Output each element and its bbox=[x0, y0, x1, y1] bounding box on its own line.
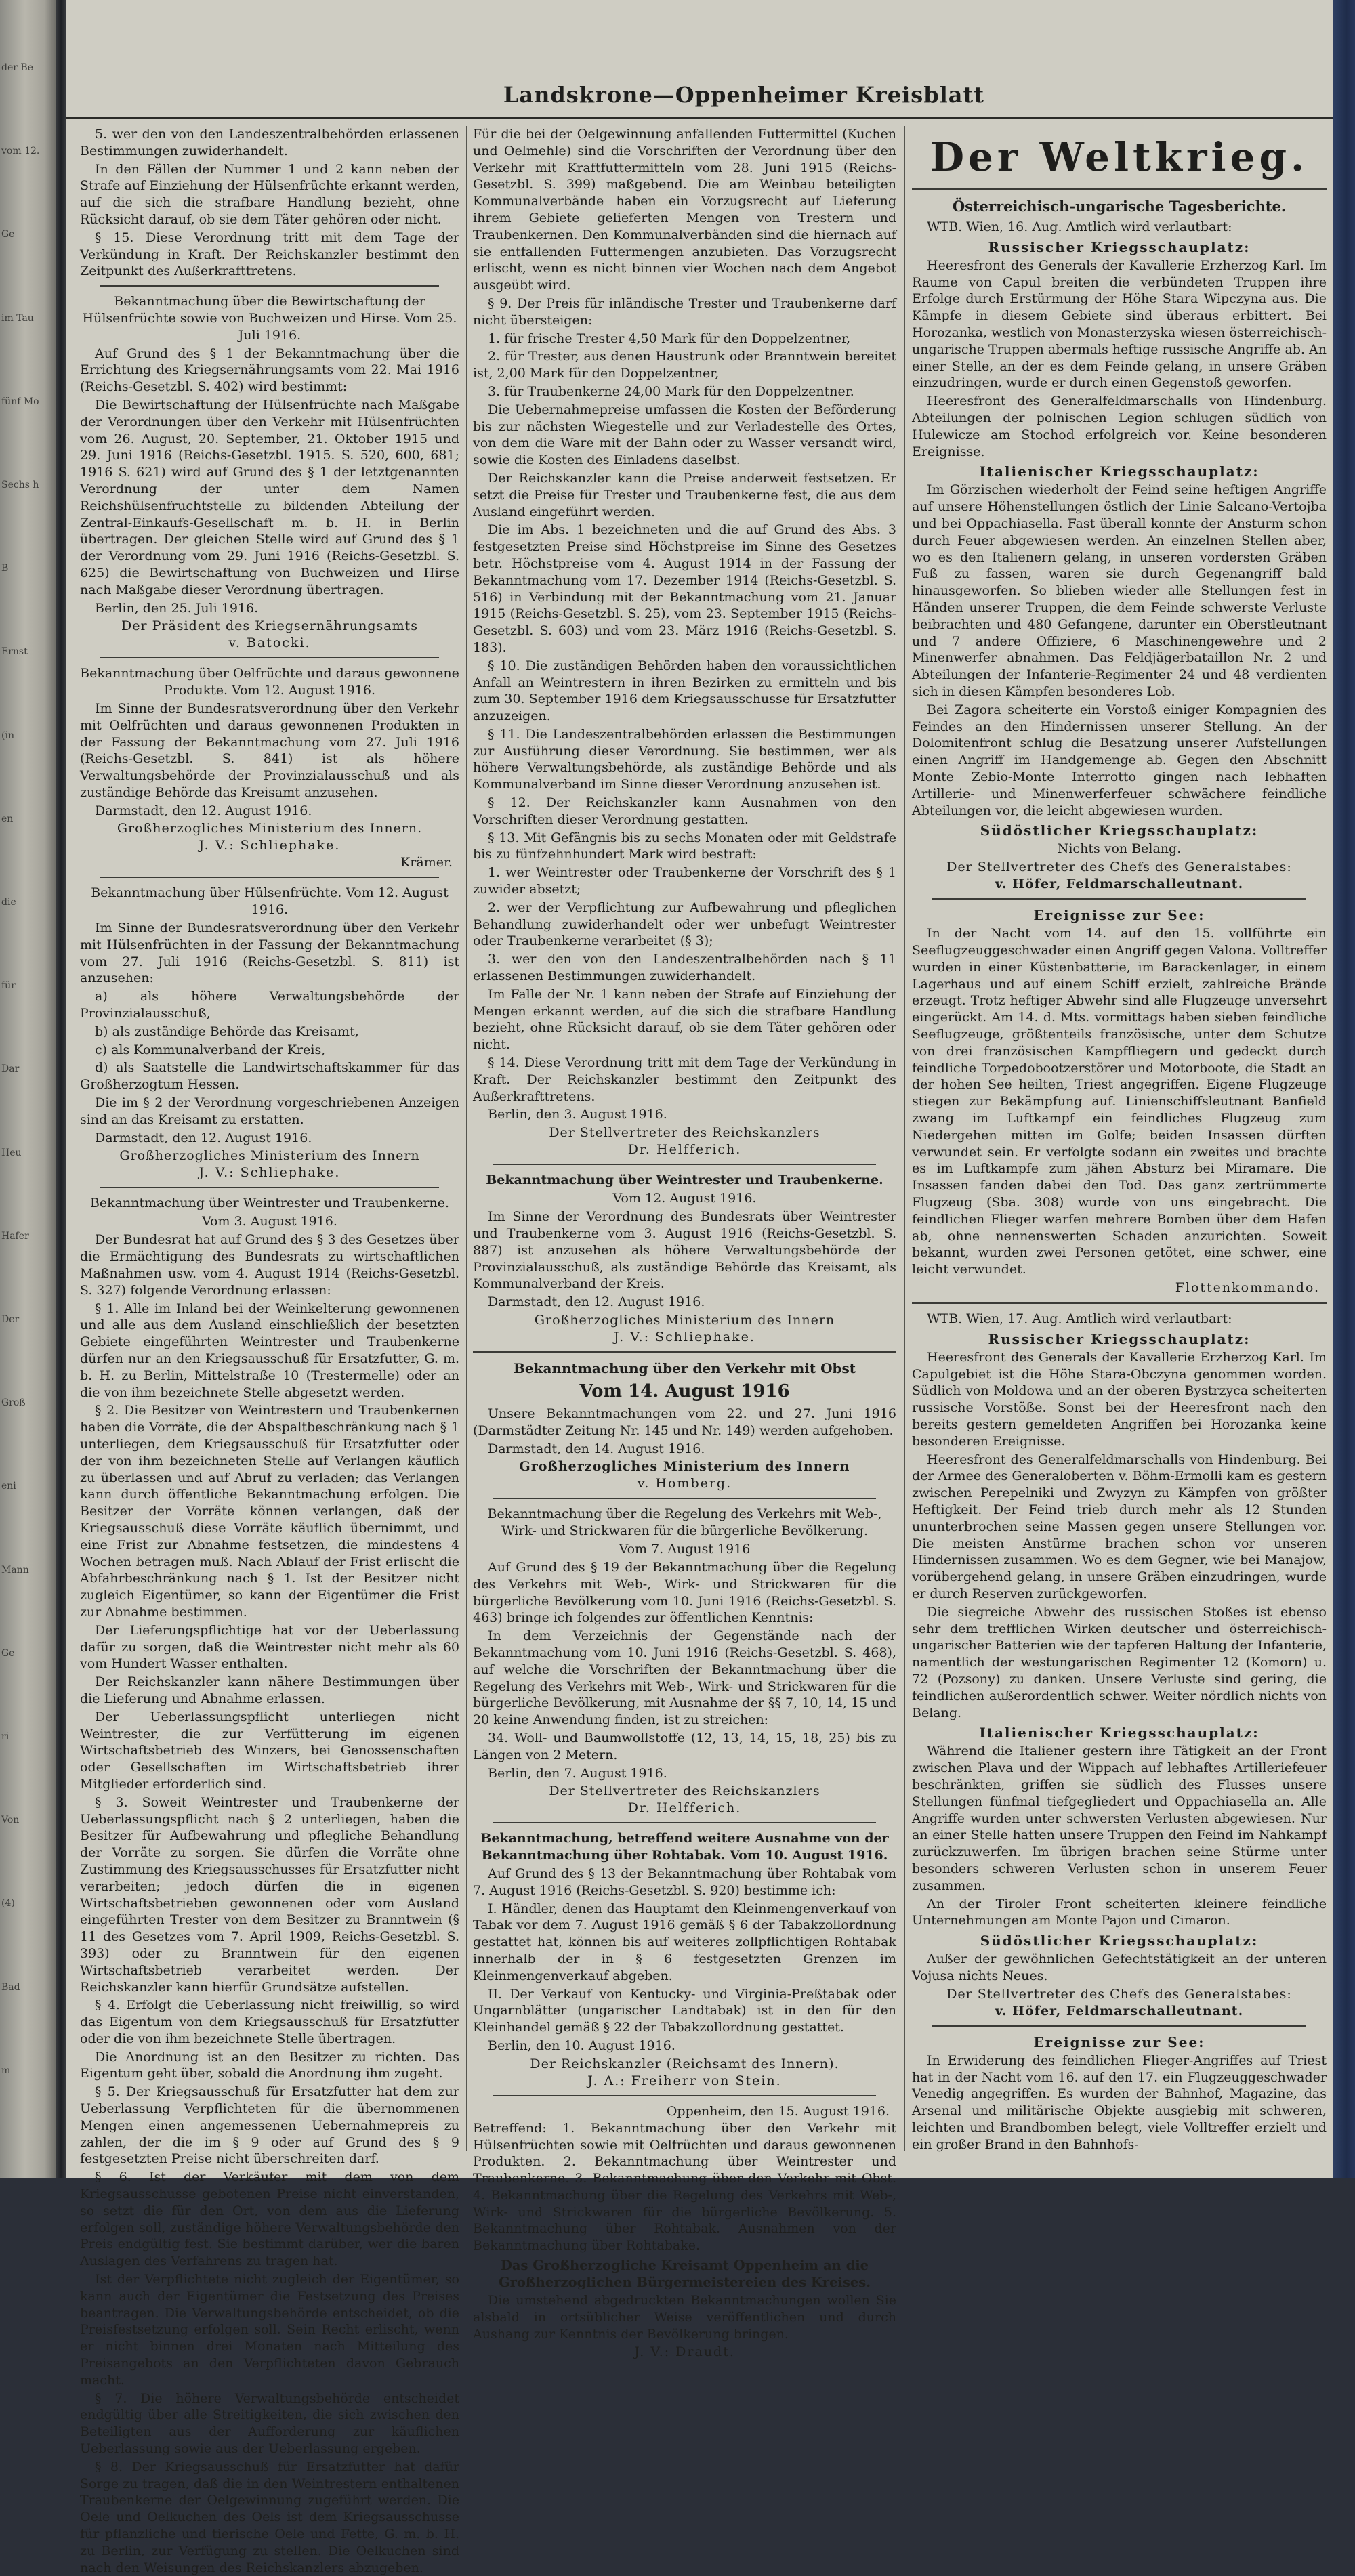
separator-rule bbox=[932, 898, 1306, 900]
theater-heading: Ereignisse zur See: bbox=[1033, 907, 1205, 924]
paragraph: Auf Grund des § 13 der Bekanntmachung über Rohtabak vom 7. August 1916 (Reichs-Gesetzbl. S. 920) bestimme ich: bbox=[473, 1865, 896, 1898]
adjacent-page-edge bbox=[0, 0, 56, 2178]
list-item: d) als Saatstelle die Landwirtschaftskammer für das Großherzogtum Hessen. bbox=[80, 1060, 459, 1093]
signature-name: J. V.: Schliephake. bbox=[199, 838, 341, 853]
paragraph: Der Reichskanzler kann die Preise anderweit festsetzen. Er setzt die Preise für Trester und Traubenkerne fest, die aus dem Ausland eingeführt werden. bbox=[473, 470, 896, 520]
theater-heading: Ereignisse zur See: bbox=[1033, 2033, 1205, 2050]
notice-rohtabak bbox=[473, 1830, 896, 2089]
theater-heading: Italienischer Kriegsschauplatz: bbox=[979, 1725, 1259, 1741]
adjacent-page-fragment: eni bbox=[1, 1481, 16, 1492]
notice-oelfruechte bbox=[80, 665, 459, 871]
column-2 bbox=[473, 126, 896, 2360]
paragraph: § 10. Die zuständigen Behörden haben den voraussichtlichen Anfall an Weintrestern in ihren Bezirken zu ermitteln und bis zum 30. September 1916 dem Kriegsausschusse für Ersatzfutter anzuzeigen. bbox=[473, 658, 896, 724]
paragraph: Die im Abs. 1 bezeichneten und die auf Grund des Abs. 3 festgesetzten Preise sind Höchstpreise im Sinne des Gesetzes betr. Höchstpreise vom 4. August 1914 in der Fassung der Bekanntmachung vom 17. Dezember 1914 (Reichs-Gesetzbl. S. 516) in Verbindung mit der Bekanntmachung vom 21. Januar 1915 (Reichs-Gesetzbl. S. 25), vom 23. September 1915 (Reichs-Gesetzbl. S. 603) und vom 23. März 1916 (Reichs-Gesetzbl. S. 183). bbox=[473, 522, 896, 655]
theater-heading: Italienischer Kriegsschauplatz: bbox=[979, 463, 1259, 480]
paragraph: Auf Grund des § 1 der Bekanntmachung über die Errichtung des Kriegsernährungsamts vom 22. Mai 1916 (Reichs-Gesetzbl. S. 402) wird bestimmt: bbox=[80, 345, 459, 395]
notice-title: Bekanntmachung über die Regelung des Verkehrs mit Web-, Wirk- und Strickwaren für die bürgerliche Bevölkerung. bbox=[487, 1506, 882, 1539]
report-16-august bbox=[912, 219, 1327, 1296]
masthead-title: Landskrone—Oppenheimer Kreisblatt bbox=[503, 82, 985, 108]
date-line: Berlin, den 3. August 1916. bbox=[488, 1107, 667, 1122]
paragraph: § 3. Soweit Weintrester und Traubenkerne der Ueberlassungspflicht nach § 2 unterliegen, haben die Besitzer für Aufbewahrung und pflegliche Behandlung der Vorräte zu sorgen. Sie dürfen die Vorräte ohne Zustimmung des Kriegsausschusses für Ersatzfutter nicht verarbeiten; jedoch dürfen die in eigenen Wirtschaftsbetrieben gewonnenen oder vom Ausland eingeführten Trester von dem Besitzer zu Branntwein (§ 11 des Gesetzes vom 7. April 1909, Reichs-Gesetzbl. S. 393) oder zu Branntwein für den eigenen Wirtschaftsbetrieb verarbeitet werden. Der Reichskanzler kann hierfür Grundsätze aufstellen. bbox=[80, 1794, 459, 1995]
paragraph: Im Görzischen wiederholt der Feind seine heftigen Angriffe auf unsere Höhenstellungen östlich der Linie Salcano-Vertojba und bei Oppachiasella. Fast überall konnte der Ansturm schon durch Feuer abgewiesen werden. An einzelnen Stellen aber, wo es den Italienern gelang, in unseren vordersten Gräben Fuß zu fassen, waren sie durch Gegenangriff bald hinausgeworfen. So blieben wieder alle Stellungen fest in Händen unserer Truppen, die dem Feinde schwerste Verluste beibrachten und 480 Gefangene, darunter ein Oberstleutnant und 7 andere Offiziere, 6 Maschinengewehre und 2 Minenwerfer abnahmen. Das Feldjägerbataillon Nr. 2 und Abteilungen der Infanterie-Regimenter 24 und 48 verdienten sich in diesen Kämpfen besonderes Lob. bbox=[912, 482, 1327, 699]
separator-rule bbox=[932, 2025, 1306, 2027]
adjacent-page-fragment: Der bbox=[1, 1314, 20, 1325]
paragraph: Die im § 2 der Verordnung vorgeschriebenen Anzeigen sind an das Kreisamt zu erstatten. bbox=[80, 1095, 459, 1127]
adjacent-page-fragment: Ge bbox=[1, 229, 15, 240]
signature-office: Der Stellvertreter des Reichskanzlers bbox=[549, 1125, 820, 1141]
date-line: Darmstadt, den 12. August 1916. bbox=[488, 1294, 705, 1310]
separator-rule bbox=[493, 1498, 876, 1499]
adjacent-page-fragment: im Tau bbox=[1, 312, 34, 324]
notice-kreisamt bbox=[473, 2103, 896, 2361]
separator-rule bbox=[912, 188, 1327, 190]
adjacent-page-fragment: Mann bbox=[1, 1564, 29, 1576]
reports-heading: Österreichisch-ungarische Tagesberichte. bbox=[952, 198, 1287, 215]
signature-office: Großherzogliches Ministerium des Innern. bbox=[117, 821, 423, 837]
paragraph: Unsere Bekanntmachungen vom 22. und 27. Juni 1916 (Darmstädter Zeitung Nr. 145 und Nr. 149) werden aufgehoben. bbox=[473, 1406, 896, 1438]
notice-title: Bekanntmachung, betreffend weitere Ausnahme von der Bekanntmachung über Rohtabak. Vom 10. August 1916. bbox=[480, 1831, 889, 1863]
notice-date-subtitle: Vom 12. August 1916. bbox=[612, 1191, 757, 1206]
signature-office: Der Stellvertreter des Chefs des Generalstabes: bbox=[946, 860, 1292, 875]
adjacent-page-fragment: Ge bbox=[1, 1647, 15, 1659]
separator-rule bbox=[100, 657, 439, 658]
list-item: b) als zuständige Behörde das Kreisamt, bbox=[95, 1023, 359, 1039]
paragraph: 34. Woll- und Baumwollstoffe (12, 13, 14, 15, 18, 25) bis zu Längen von 2 Metern. bbox=[473, 1730, 896, 1762]
signature-name: v. Höfer, Feldmarschalleutnant. bbox=[995, 2003, 1244, 2019]
paragraph: Der Bundesrat hat auf Grund des § 3 des Gesetzes über die Ermächtigung des Bundesrats zu wirtschaftlichen Maßnahmen usw. vom 4. August 1914 (Reichs-Gesetzbl. S. 327) folgende Verordnung erlassen: bbox=[80, 1232, 459, 1298]
paragraph: Die Bewirtschaftung der Hülsenfrüchte nach Maßgabe der Verordnungen über den Verkehr mit Hülsenfrüchten vom 26. August, 20. September, 21. Oktober 1915 und 29. Juni 1916 (Reichs-Gesetzbl. 1915. S. 520, 600, 681; 1916 S. 621) wird auf Grund des § 1 der letztgenannten Verordnung der unter dem Namen Reichshülsenfruchtstelle zu bildenden Abteilung der Zentral-Einkaufs-Gesellschaft m. b. H. in Berlin übertragen. Der gleichen Stelle wird auf Grund des § 1 der Verordnung vom 29. Juni 1916 (Reichs-Gesetzbl. S. 625) die Bewirtschaftung von Buchweizen und Hirse nach Maßgabe dieser Verordnung übertragen. bbox=[80, 397, 459, 597]
paragraph: § 5. Der Kriegsausschuß für Ersatzfutter hat dem zur Ueberlassung Verpflichteten für die übernommenen Mengen einen angemessenen Uebernahmepreis zu zahlen, der die im § 9 oder auf Grund des § 9 festgesetzten Preise nicht überschreiten darf. bbox=[80, 2084, 459, 2167]
paragraph: Die Anordnung ist an den Besitzer zu richten. Das Eigentum geht über, sobald die Anordnung ihm zugeht. bbox=[80, 2049, 459, 2082]
notice-huelsenfruechte-buchweizen bbox=[80, 293, 459, 652]
book-gutter bbox=[56, 0, 66, 2178]
theater-heading: Südöstlicher Kriegsschauplatz: bbox=[980, 822, 1259, 839]
separator-rule bbox=[493, 1822, 876, 1823]
column-3 bbox=[912, 126, 1327, 2151]
date-line: Oppenheim, den 15. August 1916. bbox=[666, 2103, 890, 2119]
paragraph: Der Reichskanzler kann nähere Bestimmungen über die Lieferung und Abnahme erlassen. bbox=[80, 1674, 459, 1706]
paragraph: Bei Zagora scheiterte ein Vorstoß einiger Kompagnien des Feindes an den Hindernissen unserer Stellung. An der Dolomitenfront schlug die Besatzung unserer Aufstellungen einen Angriff im Handgemenge ab. Gegen den Abschnitt Monte Zebio-Monte Interrotto gingen nach lebhaften Artillerie- und Minenwerferfeuer schwächere feindliche Abteilungen vor, die leicht abgewiesen wurden. bbox=[912, 702, 1327, 818]
paragraph: § 9. Der Preis für inländische Trester und Traubenkerne darf nicht übersteigen: bbox=[473, 295, 896, 328]
paragraph: Im Falle der Nr. 1 kann neben der Strafe auf Einziehung der Mengen erkannt werden, auf die sich die strafbare Handlung bezieht, ohne Rücksicht darauf, ob sie dem Täter gehören oder nicht. bbox=[473, 986, 896, 1053]
list-item: c) als Kommunalverband der Kreis, bbox=[95, 1042, 326, 1057]
paragraph: In Erwiderung des feindlichen Flieger-Angriffes auf Triest hat in der Nacht vom 16. auf den 17. ein Flugzeuggeschwader Venedig angegriffen. Es wurden der Bahnhof, Magazine, das Arsenal und militärische Objekte ausgiebig mit schweren, leichten und Brandbomben belegt, viele Volltreffer erzielt und ein großer Brand in den Bahnhofs- bbox=[912, 2052, 1327, 2152]
adjacent-page-fragment: der Be bbox=[1, 62, 33, 73]
paragraph: § 8. Der Kriegsausschuß für Ersatzfutter hat dafür Sorge zu tragen, daß die in den Weintrestern enthaltenen Traubenkerne der Oelgewinnung zugeführt werden. Die Oele und Oelkuchen des Oels ist dem Kriegsausschusse für pflanzliche und tierische Oele und Fette, G. m. b. H. zu Berlin, zur Verfügung zu stellen. Die Oelkuchen sind nach den Weisungen des Reichskanzlers abzugeben. bbox=[80, 2459, 459, 2575]
notice-weintrester-hessen bbox=[473, 1172, 896, 1346]
paragraph: 5. wer den von den Landeszentralbehörden erlassenen Bestimmungen zuwiderhandelt. bbox=[80, 127, 459, 159]
signature-office: Der Stellvertreter des Reichskanzlers bbox=[549, 1783, 820, 1799]
list-item: 3. für Traubenkerne 24,00 Mark für den Doppelzentner. bbox=[488, 383, 854, 399]
date-line: Berlin, den 7. August 1916. bbox=[488, 1765, 667, 1781]
paragraph: Die Uebernahmepreise umfassen die Kosten der Beförderung bis zur nächsten Wiegestelle und zur Verladestelle des Ortes, von dem die Ware mit der Bahn oder zu Wasser versandt wird, sowie die Kosten des Einladens daselbst. bbox=[473, 402, 896, 468]
adjacent-page-fragment: (in bbox=[1, 730, 14, 741]
date-line: Darmstadt, den 12. August 1916. bbox=[95, 1130, 312, 1145]
paragraph: § 6. Ist der Verkäufer mit dem von dem Kriegsausschusse gebotenen Preise nicht einverstanden, so setzt die für den Ort, von dem aus die Lieferung erfolgen soll, zuständige höhere Verwaltungsbehörde den Preis endgültig fest. Sie bestimmt darüber, wer die baren Auslagen des Verfahrens zu tragen hat. bbox=[80, 2170, 459, 2269]
paragraph: Auf Grund des § 19 der Bekanntmachung über die Regelung des Verkehrs mit Web-, Wirk- und Strickwaren für die bürgerliche Bevölkerung vom 10. Juni 1916 (Reichs-Gesetzbl. S. 463) bringe ich folgendes zur öffentlichen Kenntnis: bbox=[473, 1559, 896, 1626]
signature-name: J. V.: Draudt. bbox=[634, 2344, 735, 2360]
paragraph: § 2. Die Besitzer von Weintrestern und Traubenkernen haben die Vorräte, die der Abspaltbeschränkung nach § 1 unterliegen, dem Kriegsausschuß für Ersatzfutter oder der von ihm bezeichneten Stelle auf Verlangen käuflich zu überlassen und auf Abruf zu verladen; das Verlangen kann durch öffentliche Bekanntmachung erfolgen. Die Besitzer der Vorräte können verlangen, daß der Kriegsausschuß diese Vorräte käuflich übernimmt, und eine Frist zur Abnahme festsetzen, die mindestens 4 Wochen betragen muß. Nach Ablauf der Frist erlischt die Abfahrbeschränkung nach § 1. Ist der Besitzer nicht zugleich Eigentümer, so kann der Eigentümer die Frist zur Abnahme bestimmen. bbox=[80, 1403, 459, 1620]
paragraph: § 4. Erfolgt die Ueberlassung nicht freiwillig, so wird das Eigentum von dem Kriegsausschuß für Ersatzfutter oder die von ihm bezeichnete Stelle übertragen. bbox=[80, 1998, 459, 2046]
newspaper-page bbox=[66, 0, 1333, 2575]
signature-name: Dr. Helfferich. bbox=[627, 1800, 742, 1816]
notice-weintrester-continued bbox=[473, 126, 896, 1158]
adjacent-page-fragment: für bbox=[1, 980, 16, 992]
paragraph: Der Lieferungspflichtige hat vor der Ueberlassung dafür zu sorgen, daß die Weintrester nicht mehr als 60 vom Hundert Wasser enthalten. bbox=[80, 1622, 459, 1672]
notice-huelsenfruechte bbox=[80, 885, 459, 1181]
list-item: 2. für Trester, aus denen Haustrunk oder Branntwein bereitet ist, 2,00 Mark für den Doppelzentner, bbox=[473, 349, 896, 381]
column-1 bbox=[80, 126, 459, 2575]
paragraph: Der Ueberlassungspflicht unterliegen nicht Weintrester, die zur Verfütterung im eigenen Wirtschaftsbetrieb des Winzers, bei Genossenschaften oder Gesellschaften im Wirtschaftsbetrieb ihrer Mitglieder erforderlich sind. bbox=[80, 1709, 459, 1792]
adjacent-page-fragment: Groß bbox=[1, 1397, 26, 1409]
adjacent-page-fragment: (4) bbox=[1, 1898, 15, 1909]
signature-office: Der Reichskanzler (Reichsamt des Innern). bbox=[530, 2056, 839, 2071]
theater-heading: Südöstlicher Kriegsschauplatz: bbox=[980, 1933, 1259, 1949]
notice-weintrester bbox=[80, 1195, 459, 2576]
paragraph: Außer der gewöhnlichen Gefechtstätigkeit an der unteren Vojusa nichts Neues. bbox=[912, 1951, 1327, 1983]
signature-office: Großherzogliches Ministerium des Innern bbox=[519, 1459, 850, 1475]
column-rule-1 bbox=[466, 126, 467, 2151]
paragraph: II. Der Verkauf von Kentucky- und Virginia-Preßtabak oder Ungarnblätter (ungarischer Landtabak) ist in den für den Kleinhandel gemäß § 22 der Tabakzollordnung gestattet. bbox=[473, 1986, 896, 2035]
paragraph: § 1. Alle im Inland bei der Weinkelterung gewonnenen und alle aus dem Ausland einschließlich der besetzten Gebiete eingeführten Weintrester und Traubenkerne dürfen nur an den Kriegsausschuß für Ersatzfutter, G. m. b. H. zu Berlin, Mittelstraße 10 (Trestermelle) oder an die von ihm bezeichnete Stelle abgesetzt werden. bbox=[80, 1301, 459, 1400]
notice-title: Bekanntmachung über Hülsenfrüchte. Vom 12. August 1916. bbox=[91, 885, 449, 918]
signature-office: Großherzogliches Ministerium des Innern bbox=[119, 1148, 420, 1164]
adjacent-page-fragment: m bbox=[1, 2065, 11, 2076]
paragraph: § 12. Der Reichskanzler kann Ausnahmen von den Vorschriften dieser Verordnung gestatten. bbox=[473, 795, 896, 827]
paragraph: § 15. Diese Verordnung tritt mit dem Tage der Verkündung in Kraft. Der Reichskanzler bestimmt den Zeitpunkt des Außerkrafttretens. bbox=[80, 230, 459, 279]
date-line: Darmstadt, den 14. August 1916. bbox=[488, 1441, 705, 1456]
paragraph: Heeresfront des Generalfeldmarschalls von Hindenburg. Bei der Armee des Generaloberten v. Böhm-Ermolli kam es gestern zwischen Perepelniki und Zwyzyn zu Kämpfen von größter Heftigkeit. Der Feind trieb durch mehr als 12 Stunden ununterbrochen seine Massen gegen unsere Stellungen vor. Die meisten Anstürme brachen schon vor unseren Hindernissen zusammen. Wo es dem Gegner, wie bei Manajow, vorübergehend gelang, in unsere Gräben einzudringen, wurde er durch Reserven zurückgeworfen. bbox=[912, 1452, 1327, 1601]
signature-name: Dr. Helfferich. bbox=[627, 1142, 742, 1158]
notice-title: Bekanntmachung über die Bewirtschaftung der Hülsenfrüchte sowie von Buchweizen und Hirse. Vom 25. Juli 1916. bbox=[82, 294, 457, 343]
paragraph: Die siegreiche Abwehr des russischen Stoßes ist ebenso sehr dem trefflichen Wirken deutscher und österreichisch-ungarischer Batterien wie der tapferen Haltung der Infanterie, namentlich der westungarischen Regimenter 12 (Komorn) u. 72 (Pozsony) zu danken. Unsere Verluste sind gering, die feindlichen außerordentlich schwer. Weiter nördlich nichts von Belang. bbox=[912, 1604, 1327, 1720]
notice-date-subtitle: Vom 14. August 1916 bbox=[579, 1381, 790, 1401]
signature-office: Großherzogliches Ministerium des Innern bbox=[534, 1313, 835, 1328]
paragraph: Heeresfront des Generalfeldmarschalls von Hindenburg. Abteilungen der polnischen Legion schlugen südlich von Hulewicze am Stochod erfolgreich vor. Keine besonderen Ereignisse. bbox=[912, 394, 1327, 459]
separator-rule bbox=[100, 877, 439, 878]
paragraph: Die umstehend abgedruckten Bekanntmachungen wollen Sie alsbald in ortsüblicher Weise veröffentlichen und durch Aushang zur Kenntnis der Bevölkerung bringen. bbox=[473, 2293, 896, 2342]
signature-command: Flottenkommando. bbox=[1175, 1280, 1320, 1296]
adjacent-page-fragment: ri bbox=[1, 1731, 9, 1742]
list-item: 2. wer der Verpflichtung zur Aufbewahrung und pfleglichen Behandlung zuwiderhandelt oder wer unbefugt Weintrester oder Traubenkerne verarbeitet (§ 3); bbox=[473, 900, 896, 949]
separator-rule bbox=[493, 1164, 876, 1165]
paragraph: § 14. Diese Verordnung tritt mit dem Tage der Verkündung in Kraft. Der Reichskanzler bestimmt den Zeitpunkt des Außerkrafttretens. bbox=[473, 1055, 896, 1104]
signature-clerk: Krämer. bbox=[400, 855, 453, 870]
paragraph: Für die bei der Oelgewinnung anfallenden Futtermittel (Kuchen und Oelmehle) sind die Vorschriften der Verordnung über den Verkehr mit Kraftfuttermitteln vom 28. Juni 1915 (Reichs-Gesetzbl. S. 399) maßgebend. Die am Weinbau beteiligten Kommunalverbände haben ein Vorzugsrecht auf Lieferung ihrem Gebiete gelieferten Mengen von Trestern und Traubenkernen. Den Kommunalverbänden sind die hiernach auf sie entfallenden Futtermengen anzubieten. Das Vorzugsrecht erlischt, wenn es nicht binnen vier Wochen nach dem Angebot ausgeübt wird. bbox=[473, 127, 896, 293]
notice-web-wirk-strickwaren bbox=[473, 1506, 896, 1817]
paragraph: In dem Verzeichnis der Gegenstände nach der Bekanntmachung vom 10. Juni 1916 (Reichs-Gesetzbl. S. 468), auf welche die Vorschriften der Bekanntmachung über die Regelung des Verkehrs mit Web-, Wirk- und Strickwaren für die bürgerliche Bevölkerung, mit Ausnahme der §§ 7, 10, 14, 15 und 20 keine Anwendung finden, ist zu streichen: bbox=[473, 1628, 896, 1728]
adjacent-page-fragment: en bbox=[1, 813, 14, 824]
header-rule bbox=[66, 117, 1333, 119]
paragraph: Heeresfront des Generals der Kavallerie Erzherzog Karl. Im Capulgebiet ist die Höhe Stara-Obczyna genommen worden. Südlich von Moldowa und an der oberen Bystrzyca scheiterten russische Vorstöße. Sonst bei der Heeresfront nach den bereits gestern gemeldeten Angriffen bei Horozanka keine besonderen Ereignisse. bbox=[912, 1349, 1327, 1449]
signature-name: v. Höfer, Feldmarschalleutnant. bbox=[995, 877, 1244, 892]
adjacent-page-fragment: Hafer bbox=[1, 1230, 29, 1242]
paragraph: § 13. Mit Gefängnis bis zu sechs Monaten oder mit Geldstrafe bis zu fünfzehnhundert Mark wird bestraft: bbox=[473, 830, 896, 862]
notice-obst bbox=[473, 1360, 896, 1492]
list-item: 3. wer den von den Landeszentralbehörden nach § 11 erlassenen Bestimmungen zuwiderhandelt. bbox=[473, 952, 896, 984]
report-dateline: WTB. Wien, 17. Aug. Amtlich wird verlautbart: bbox=[927, 1311, 1232, 1327]
signature-office: Der Präsident des Kriegsernährungsamts bbox=[121, 618, 418, 634]
adjacent-page-fragment: Dar bbox=[1, 1063, 20, 1075]
report-dateline: WTB. Wien, 16. Aug. Amtlich wird verlautbart: bbox=[927, 219, 1232, 234]
signature-name: v. Batocki. bbox=[228, 635, 311, 651]
signature-office: Der Stellvertreter des Chefs des Generalstabes: bbox=[946, 1986, 1292, 2002]
date-line: Darmstadt, den 12. August 1916. bbox=[95, 803, 312, 818]
paragraph: In den Fällen der Nummer 1 und 2 kann neben der Strafe auf Einziehung der Hülsenfrüchte erkannt werden, auf die sich die strafbare Handlung bezieht, ohne Rücksicht darauf, ob sie dem Täter gehören oder nicht. bbox=[80, 161, 459, 227]
section-title-weltkrieg: Der Weltkrieg. bbox=[930, 134, 1309, 180]
binder-cover-edge bbox=[1333, 0, 1355, 2178]
reference-label: Betreffend: bbox=[473, 2120, 547, 2136]
notice-date-subtitle: Vom 3. August 1916. bbox=[202, 1214, 337, 1229]
paragraph: I. Händler, denen das Hauptamt den Kleinmengenverkauf von Tabak vor dem 7. August 1916 gemäß § 6 der Tabakzollordnung gestattet hat, können bis auf weiteres zollpflichtigen Rohtabak innerhalb der in § 6 festgesetzten Grenzen im Kleinmengenverkauf abgeben. bbox=[473, 1901, 896, 1983]
paragraph: Im Sinne der Bundesratsverordnung über den Verkehr mit Oelfrüchten und daraus gewonnenen Produkten in der Fassung der Bekanntmachung vom 27. Juli 1916 (Reichs-Gesetzbl. S. 841) ist als höhere Verwaltungsbehörde der Provinzialausschuß und als zuständige Behörde das Kreisamt anzusehen. bbox=[80, 700, 459, 800]
paragraph: § 11. Die Landeszentralbehörden erlassen die Bestimmungen zur Ausführung dieser Verordnung. Sie bestimmen, wer als höhere Verwaltungsbehörde, als zuständige Behörde und als Kommunalverband im Sinne dieser Verordnung anzusehen ist. bbox=[473, 726, 896, 793]
list-item: a) als höhere Verwaltungsbehörde der Provinzialausschuß, bbox=[80, 989, 459, 1021]
kreisamt-heading: Das Großherzogliche Kreisamt Oppenheim an die Großherzoglichen Bürgermeistereien des Kreises. bbox=[498, 2258, 871, 2291]
reference-items: 1. Bekanntmachung über den Verkehr mit Hülsenfrüchten sowie mit Oelfrüchten und daraus gewonnenen Produkten. 2. Bekanntmachung über Weintrester und Traubenkerne. 3. Bekanntmachung über den Verkehr mit Obst. 4. Bekanntmachung über die Regelung des Verkehrs mit Web-, Wirk- und Strickwaren für die bürgerliche Bevölkerung. 5. Bekanntmachung über Rohtabak. Ausnahmen von der Bekanntmachung über Rohtabake. bbox=[473, 2120, 896, 2254]
paragraph: Nichts von Belang. bbox=[1057, 841, 1182, 857]
notice-title: Bekanntmachung über Oelfrüchte und daraus gewonnene Produkte. Vom 12. August 1916. bbox=[80, 666, 459, 698]
adjacent-page-fragment: fünf Mo bbox=[1, 396, 39, 407]
notice-title: Bekanntmachung über Weintrester und Traubenkerne. bbox=[486, 1173, 883, 1188]
paragraph: Im Sinne der Bundesratsverordnung über den Verkehr mit Hülsenfrüchten in der Fassung der Bekanntmachung vom 27. Juli 1916 (Reichs-Gesetzbl. S. 811) ist anzusehen: bbox=[80, 921, 459, 986]
intro-paragraphs bbox=[80, 126, 459, 280]
reference-list bbox=[473, 2120, 896, 2254]
adjacent-page-fragment: Heu bbox=[1, 1147, 22, 1158]
separator-rule bbox=[493, 2095, 876, 2096]
list-item: 1. für frische Trester 4,50 Mark für den Doppelzentner, bbox=[488, 331, 851, 346]
notice-title: Bekanntmachung über Weintrester und Traubenkerne. bbox=[89, 1196, 450, 1211]
adjacent-page-fragment: Sechs h bbox=[1, 480, 39, 490]
signature-name: J. A.: Freiherr von Stein. bbox=[587, 2073, 782, 2088]
signature-name: J. V.: Schliephake. bbox=[199, 1165, 341, 1181]
paragraph: Im Sinne der Verordnung des Bundesrats über Weintrester und Traubenkerne vom 3. August 1916 (Reichs-Gesetzbl. S. 887) ist anzusehen als höhere Verwaltungsbehörde der Provinzialausschuß, als zuständige Behörde das Kreisamt, als Kommunalverband der Kreis. bbox=[473, 1209, 896, 1292]
masthead bbox=[446, 73, 1042, 117]
column-rule-2 bbox=[904, 126, 905, 2151]
theater-heading: Russischer Kriegsschauplatz: bbox=[988, 1330, 1251, 1347]
adjacent-page-fragment: die bbox=[1, 897, 16, 908]
separator-rule bbox=[473, 1351, 896, 1353]
signature-name: J. V.: Schliephake. bbox=[614, 1330, 755, 1345]
paragraph: In der Nacht vom 14. auf den 15. vollführte ein Seeflugzeuggeschwader einen Angriff gegen Valona. Volltreffer wurden in einer Küstenbatterie, im Barackenlager, in einem Lagerhaus und auf einem Schiff erzielt, zahlreiche Brände erzeugt. Trotz heftiger Abwehr sind alle Flugzeuge unversehrt eingerückt. Am 14. d. Mts. vormittags haben sieben feindliche Seeflugzeuge, größtenteils französische, unter dem Schutze von drei französischen Kampffliegern und gedeckt durch feindliche Torpedobootzerstörer und Motorboote, die Stadt an der hohen See heilten, Triest angegriffen. Eigene Flugzeuge stiegen zur Bekämpfung auf. Linienschiffsleutnant Banfield zwang im Luftkampf ein feindliches Flugzeug zum Niedergehen mitten im Golfe; beiden Insassen dürften verwundet sein. Er verfolgte sodann ein zweites und brachte es im Luftkampfe zum jähen Absturz bei Miramare. Die Insassen fanden dabei den Tod. Das ganz zertrümmerte Flugzeug (Sba. 308) wurde von uns eingebracht. Die feindlichen Flieger warfen mehrere Bomben über dem Hafen ab, ohne nennenswerten Schaden anzurichten. Soweit bekannt, wurden zwei Personen getötet, eine schwer, eine leicht verwundet. bbox=[912, 926, 1327, 1278]
notice-title: Bekanntmachung über den Verkehr mit Obst bbox=[513, 1360, 856, 1376]
paragraph: Heeresfront des Generals der Kavallerie Erzherzog Karl. Im Raume von Capul breiten die verbündeten Truppen ihre Erfolge durch Erstürmung der Höhe Stara Wipczyna aus. Die Kämpfe in diesem Gebiete sind überaus erbittert. Bei Horozanka, westlich von Monasterzyska wiesen österreichisch-ungarische Truppen abermals heftige russische Angriffe ab. An einer Stelle, an der es dem Feinde gelang, in unsere Gräben einzudringen, wurde er durch einen Gegenstoß geworfen. bbox=[912, 257, 1327, 391]
adjacent-page-fragment: B bbox=[1, 563, 9, 574]
list-item: 1. wer Weintrester oder Traubenkerne der Vorschrift des § 1 zuwider absetzt; bbox=[473, 865, 896, 898]
separator-rule bbox=[100, 1187, 439, 1188]
adjacent-page-fragment: Von bbox=[1, 1815, 20, 1826]
report-17-august bbox=[912, 1311, 1327, 2153]
date-line: Berlin, den 25. Juli 1916. bbox=[95, 600, 259, 616]
paragraph: § 7. Die höhere Verwaltungsbehörde entscheidet endgültig über alle Streitigkeiten, die sich zwischen den Beteiligten aus der Aufforderung zur käuflichen Ueberlassung sowie aus der Ueberlassung ergeben. bbox=[80, 2390, 459, 2457]
separator-rule bbox=[912, 1302, 1327, 1304]
paragraph: An der Tiroler Front scheiterten kleinere feindliche Unternehmungen am Monte Pajon und Cimaron. bbox=[912, 1896, 1327, 1928]
date-line: Berlin, den 10. August 1916. bbox=[488, 2037, 675, 2053]
adjacent-page-fragment: Bad bbox=[1, 1981, 20, 1993]
adjacent-page-fragment: Ernst bbox=[1, 646, 28, 658]
adjacent-page-fragment: vom 12. bbox=[1, 146, 40, 157]
signature-name: v. Homberg. bbox=[637, 1476, 732, 1492]
theater-heading: Russischer Kriegsschauplatz: bbox=[988, 238, 1251, 255]
notice-date-subtitle: Vom 7. August 1916 bbox=[619, 1541, 751, 1557]
separator-rule bbox=[100, 285, 439, 287]
paragraph: Während die Italiener gestern ihre Tätigkeit an der Front zwischen Plava und der Wippach auf lebhaftes Artilleriefeuer beschränkten, griffen sie südlich des Flusses unsere Stellungen fünfmal tiefgegliedert und Oppachiasella an. Alle Angriffe wurden unter schwersten Verlusten abgewiesen. Nur an einer Stelle hatten unsere Truppen den Feind im Nahkampf zurückzuwerfen. Im übrigen brachen seine Stürme unter besonders schweren Verlusten schon in unserem Feuer zusammen. bbox=[912, 1744, 1327, 1893]
paragraph: Ist der Verpflichtete nicht zugleich der Eigentümer, so kann auch der Eigentümer die Festsetzung des Preises beantragen. Die Verwaltungsbehörde entscheidet, ob die Preisfestsetzung erfolgen soll. Sein Recht erlischt, wenn er nicht binnen drei Monaten nach Mitteilung des Preisangebots an den Verpflichteten davon Gebrauch macht. bbox=[80, 2272, 459, 2388]
